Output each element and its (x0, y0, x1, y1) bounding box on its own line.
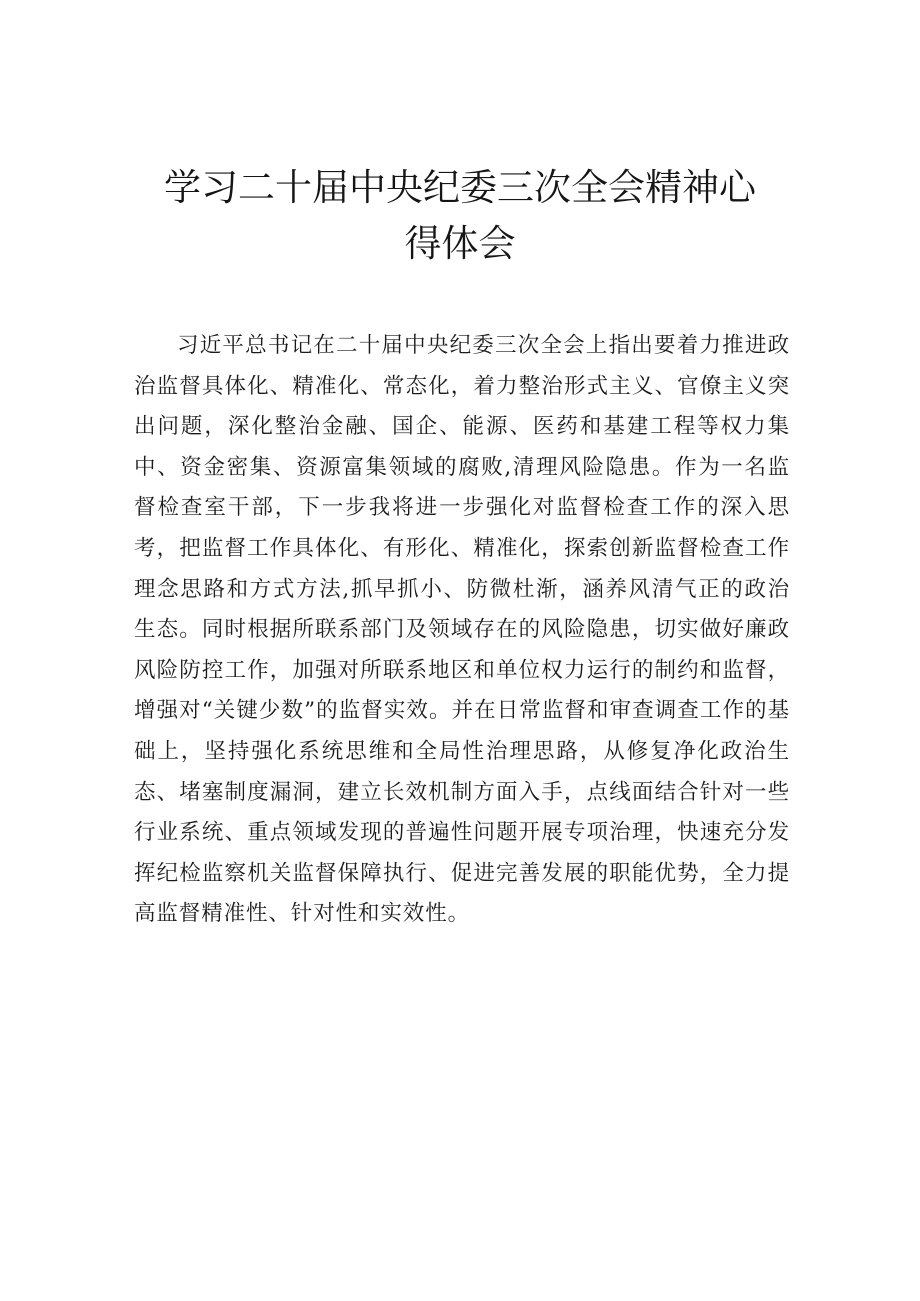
body-paragraph: 习近平总书记在二十届中央纪委三次全会上指出要着力推进政治监督具体化、精准化、常态化，着力整治形式主义、官僚主义突出问题，深化整治金融、国企、能源、医药和基建工程等权力集中、资金密集、资源富集领域的腐败,清理风险隐患。作为一名监督检查室干部，下一步我将进一步强化对监督检查工作的深入思考，把监督工作具体化、有形化、精准化，探索创新监督检查工作理念思路和方式方法,抓早抓小、防微杜渐，涵养风清气正的政治生态。同时根据所联系部门及领域存在的风险隐患，切实做好廉政风险防控工作，加强对所联系地区和单位权力运行的制约和监督，增强对“关键少数”的监督实效。并在日常监督和审查调查工作的基础上，坚持强化系统思维和全局性治理思路，从修复净化政治生态、堵塞制度漏洞，建立长效机制方面入手，点线面结合针对一些行业系统、重点领域发现的普遍性问题开展专项治理，快速充分发挥纪检监察机关监督保障执行、促进完善发展的职能优势，全力提高监督精准性、针对性和实效性。 (134, 333, 790, 927)
document-title: 学习二十届中央纪委三次全会精神心得体会 (164, 166, 756, 265)
